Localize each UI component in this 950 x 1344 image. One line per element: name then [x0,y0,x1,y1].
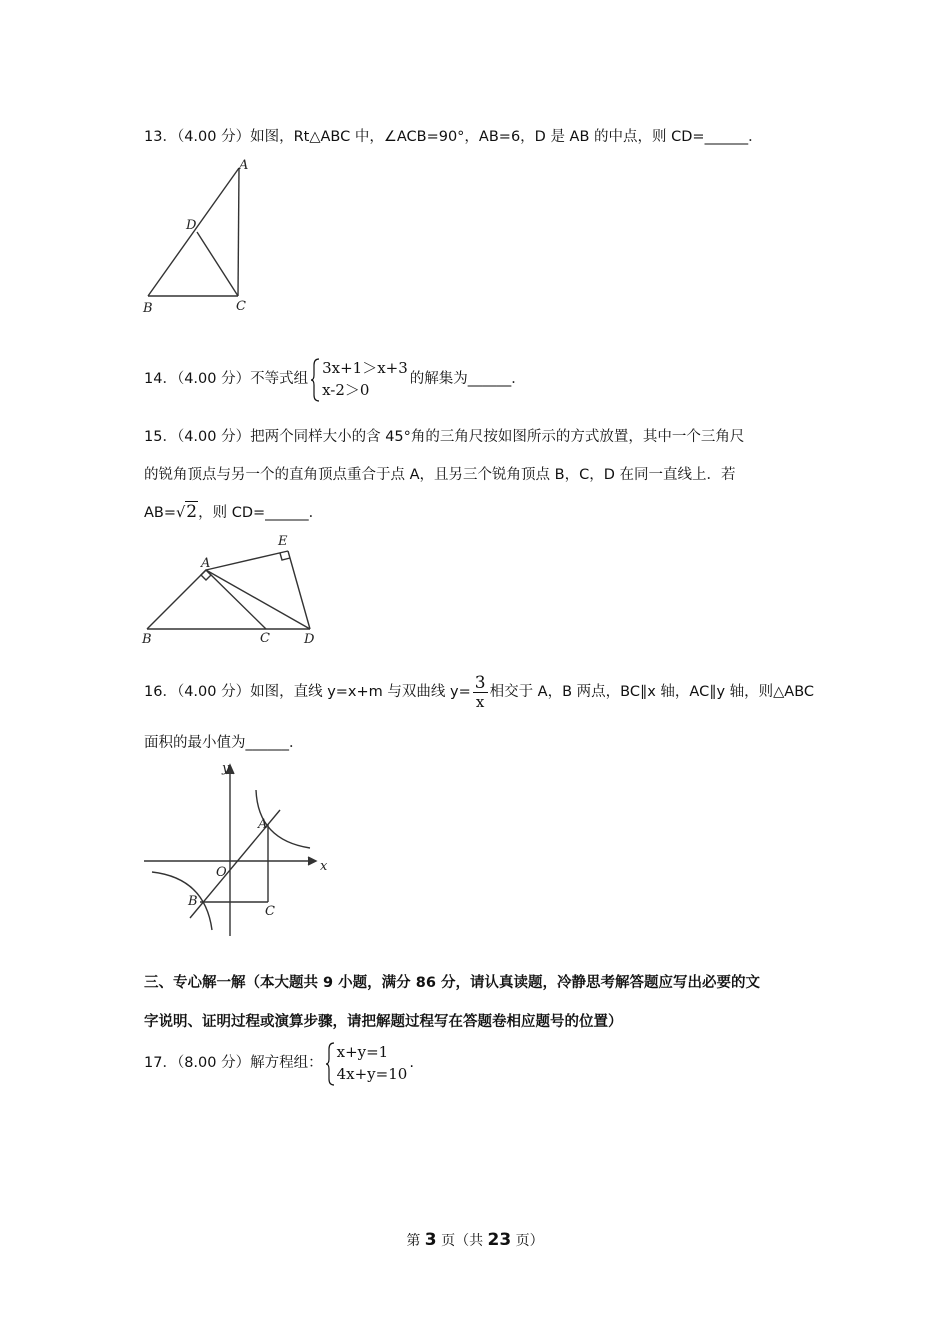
q14-eq1: 3x+1＞x+3 [322,359,408,377]
footer-page-number: 3 [424,1230,437,1250]
q16-label-B: B [188,894,198,909]
q15-figure [138,530,328,648]
question-16-line2 [144,733,304,753]
q16-figure [140,760,340,940]
q16-label-A: A [258,817,268,832]
footer-total-pages: 23 [487,1230,512,1250]
q15-label-B: B [142,632,152,647]
q17-system [325,1041,408,1085]
q13-figure [138,155,258,320]
q16-label-y: y [222,761,230,776]
question-16-line1 [144,672,814,712]
q17-eq1: x+y=1 [336,1043,389,1061]
q16-label-O: O [216,865,227,880]
q17-prefix: 17．（8.00 分）解方程组： [144,1055,323,1071]
q15-line1: 15．（4.00 分）把两个同样大小的含 45°角的三角尺按如图所示的方式放置，其中一个三角尺 [144,429,745,445]
question-15-line2 [144,465,735,485]
q13-label-C: C [236,299,246,314]
footer-mid: 页（共 [441,1233,484,1249]
section-3-line1 [144,973,760,993]
page-footer [0,1230,950,1250]
q16-prefix: 16．（4.00 分）如图，直线 y=x+m 与双曲线 y= [144,684,471,700]
question-14 [144,356,526,402]
q15-line2: 的锐角顶点与另一个的直角顶点重合于点 A，且另三个锐角顶点 B，C，D 在同一直线上．若 [144,467,736,483]
q15-label-E: E [278,534,288,549]
q15-line3-suffix: ，则 CD=______． [198,505,324,521]
question-15-line1 [144,427,744,447]
q14-prefix: 14．（4.00 分）不等式组 [144,371,309,387]
q15-label-D: D [304,632,315,647]
section3-line2: 字说明、证明过程或演算步骤，请把解题过程写在答题卷相应题号的位置） [144,1014,623,1030]
section-3-line2 [144,1012,623,1032]
q15-label-C: C [260,631,270,646]
q14-system [310,357,408,401]
q13-label-A: A [239,158,249,173]
sqrt-symbol: √2 [176,502,198,522]
q15-label-A: A [201,556,211,571]
question-13 [144,127,763,147]
section3-line1: 三、专心解一解（本大题共 9 小题，满分 86 分，请认真读题，冷静思考解答题应写出必要的文 [144,975,760,991]
q16-numerator: 3 [474,672,486,693]
q15-line3-prefix: AB= [144,505,177,521]
q14-suffix: 的解集为______． [409,371,526,387]
q16-label-C: C [265,904,275,919]
q13-label-B: B [143,301,153,316]
brace-icon [325,1041,335,1087]
question-17 [144,1040,414,1086]
q13-label-D: D [186,218,197,233]
q16-label-x: x [320,859,328,874]
q15-radicand: 2 [186,502,198,522]
q16-line2: 面积的最小值为______． [144,735,304,751]
footer-pre: 第 [406,1233,421,1249]
q16-denominator: x [475,692,485,711]
q16-suffix: 相交于 A，B 两点，BC∥x 轴，AC∥y 轴，则△ABC [489,684,815,700]
brace-icon [310,357,320,403]
q16-fraction [473,674,488,711]
q17-suffix: . [409,1055,414,1071]
q17-eq2: 4x+y=10 [336,1065,408,1083]
footer-post: 页） [515,1233,544,1249]
question-15-line3 [144,502,323,523]
q13-text: 13．（4.00 分）如图，Rt△ABC 中，∠ACB=90°，AB=6，D 是 AB 的中点，则 CD=______． [144,129,763,145]
q14-eq2: x-2＞0 [322,381,370,399]
